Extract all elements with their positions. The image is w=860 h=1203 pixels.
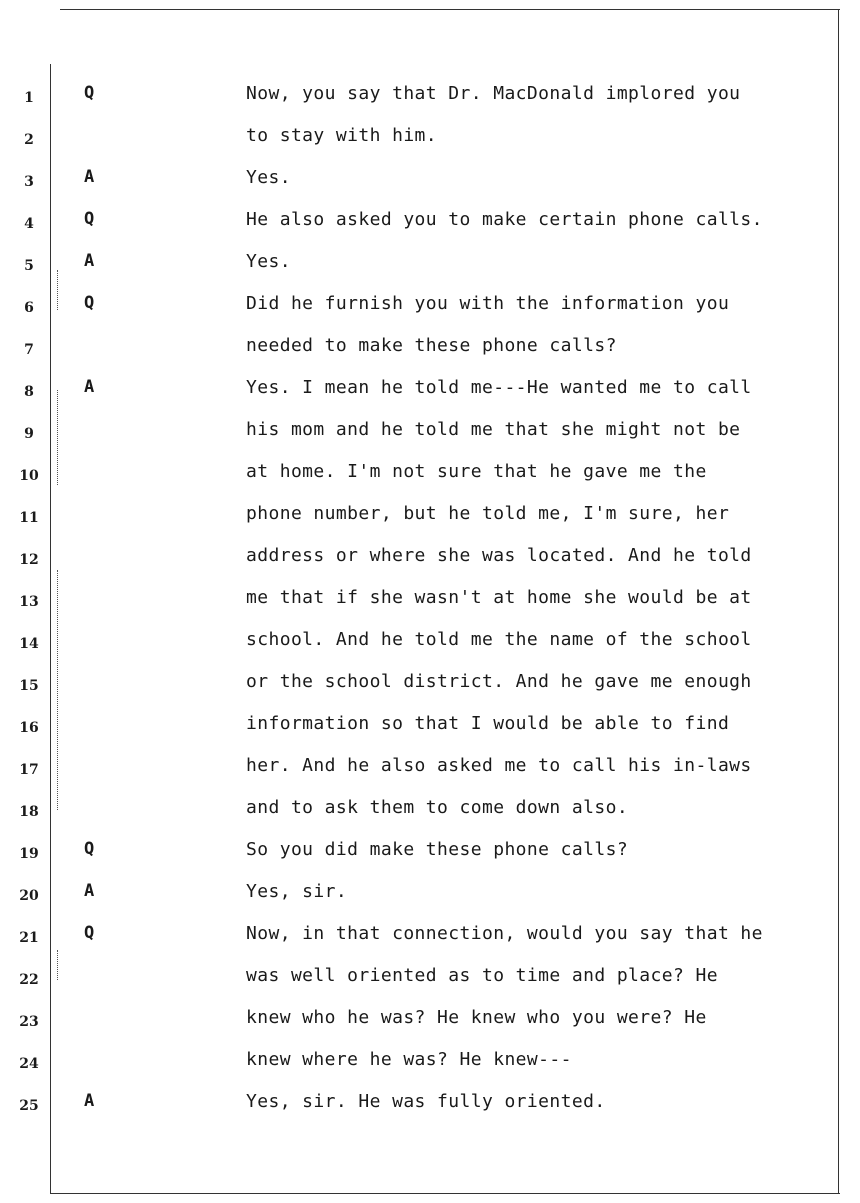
line-number: 6 — [24, 300, 34, 316]
transcript-line — [0, 1000, 860, 1042]
speaker-label: A — [84, 167, 95, 187]
line-number: 3 — [24, 174, 34, 190]
transcript-line — [0, 286, 860, 328]
line-text: Yes, sir. — [246, 881, 348, 902]
line-text: school. And he told me the name of the school — [246, 629, 752, 650]
line-number: 11 — [19, 510, 39, 526]
line-text: was well oriented as to time and place? He — [246, 965, 718, 986]
line-number: 12 — [19, 552, 39, 568]
line-text: at home. I'm not sure that he gave me the — [246, 461, 707, 482]
speaker-label: Q — [84, 923, 95, 943]
line-text: He also asked you to make certain phone calls. — [246, 209, 763, 230]
transcript-line — [0, 118, 860, 160]
line-number: 15 — [19, 678, 39, 694]
line-number: 25 — [19, 1098, 39, 1114]
line-number: 17 — [19, 762, 39, 778]
line-text: So you did make these phone calls? — [246, 839, 629, 860]
transcript-line — [0, 160, 860, 202]
transcript-line — [0, 76, 860, 118]
transcript-line — [0, 664, 860, 706]
line-number: 10 — [19, 468, 39, 484]
transcript-line — [0, 412, 860, 454]
transcript-line — [0, 874, 860, 916]
transcript-line — [0, 622, 860, 664]
transcript-line — [0, 748, 860, 790]
transcript-line — [0, 790, 860, 832]
line-text: knew where he was? He knew--- — [246, 1049, 572, 1070]
transcript-line — [0, 1042, 860, 1084]
speaker-label: Q — [84, 839, 95, 859]
line-number: 18 — [19, 804, 39, 820]
transcript-line — [0, 244, 860, 286]
line-number: 4 — [24, 216, 34, 232]
speaker-label: A — [84, 377, 95, 397]
transcript-line — [0, 370, 860, 412]
transcript-line — [0, 1084, 860, 1126]
line-number: 14 — [19, 636, 39, 652]
speaker-label: A — [84, 1091, 95, 1111]
line-number: 7 — [24, 342, 34, 358]
line-number: 9 — [24, 426, 34, 442]
line-text: Did he furnish you with the information you — [246, 293, 730, 314]
line-text: knew who he was? He knew who you were? He — [246, 1007, 707, 1028]
line-number: 22 — [19, 972, 39, 988]
line-number: 13 — [19, 594, 39, 610]
transcript-line — [0, 832, 860, 874]
line-number: 21 — [19, 930, 39, 946]
top-border — [60, 9, 840, 10]
line-number: 16 — [19, 720, 39, 736]
transcript-line — [0, 580, 860, 622]
line-text: Yes. I mean he told me---He wanted me to call — [246, 377, 752, 398]
speaker-label: A — [84, 881, 95, 901]
line-text: and to ask them to come down also. — [246, 797, 629, 818]
line-text: to stay with him. — [246, 125, 438, 146]
transcript-line — [0, 454, 860, 496]
line-number: 1 — [24, 90, 34, 106]
line-text: Yes. — [246, 167, 291, 188]
line-text: or the school district. And he gave me enough — [246, 671, 752, 692]
transcript-line — [0, 328, 860, 370]
line-text: phone number, but he told me, I'm sure, her — [246, 503, 730, 524]
line-text: Now, in that connection, would you say that he — [246, 923, 763, 944]
line-text: needed to make these phone calls? — [246, 335, 617, 356]
line-number: 19 — [19, 846, 39, 862]
line-text: address or where she was located. And he told — [246, 545, 752, 566]
bottom-border — [50, 1193, 840, 1194]
line-text: me that if she wasn't at home she would be at — [246, 587, 752, 608]
transcript-line — [0, 916, 860, 958]
line-number: 23 — [19, 1014, 39, 1030]
line-text: information so that I would be able to find — [246, 713, 730, 734]
transcript-line — [0, 958, 860, 1000]
speaker-label: A — [84, 251, 95, 271]
line-number: 5 — [24, 258, 34, 274]
transcript-line — [0, 202, 860, 244]
transcript-line — [0, 706, 860, 748]
line-text: Yes. — [246, 251, 291, 272]
line-number: 2 — [24, 132, 34, 148]
line-number: 8 — [24, 384, 34, 400]
transcript-line — [0, 496, 860, 538]
line-text: his mom and he told me that she might not be — [246, 419, 741, 440]
line-text: Yes, sir. He was fully oriented. — [246, 1091, 606, 1112]
line-text: her. And he also asked me to call his in-laws — [246, 755, 752, 776]
speaker-label: Q — [84, 293, 95, 313]
speaker-label: Q — [84, 83, 95, 103]
line-text: Now, you say that Dr. MacDonald implored you — [246, 83, 741, 104]
line-number: 24 — [19, 1056, 39, 1072]
speaker-label: Q — [84, 209, 95, 229]
transcript-line — [0, 538, 860, 580]
line-number: 20 — [19, 888, 39, 904]
